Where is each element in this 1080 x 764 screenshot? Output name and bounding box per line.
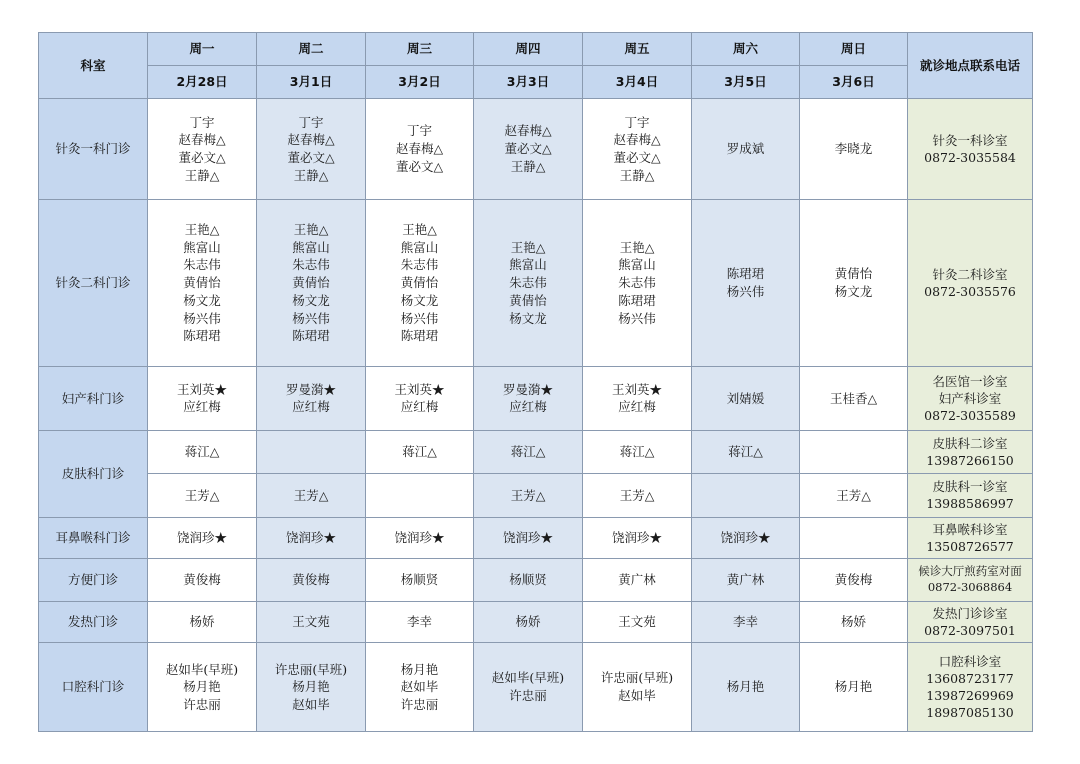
schedule-cell: 王艳△ 熊富山 朱志伟 黄倩怡 杨文龙 杨兴伟 陈珺珺 — [148, 200, 257, 367]
schedule-cell: 杨顺贤 — [474, 558, 583, 601]
table-row-dental — [39, 643, 1033, 732]
header-weekday: 周六 — [692, 33, 800, 66]
schedule-cell: 李幸 — [366, 602, 474, 643]
schedule-table — [38, 32, 1033, 732]
schedule-cell: 李幸 — [692, 602, 800, 643]
dept-cell: 针灸二科门诊 — [39, 200, 148, 367]
schedule-cell: 王艳△ 熊富山 朱志伟 陈珺珺 杨兴伟 — [583, 200, 692, 367]
header-weekday: 周二 — [257, 33, 366, 66]
schedule-cell: 王芳△ — [800, 474, 908, 517]
schedule-cell: 王文苑 — [583, 602, 692, 643]
schedule-cell: 黄俊梅 — [800, 558, 908, 601]
contact-cell: 针灸二科诊室 0872-3035576 — [908, 200, 1033, 367]
header-date: 3月2日 — [366, 66, 474, 99]
contact-cell: 皮肤科一诊室 13988586997 — [908, 474, 1033, 517]
schedule-cell: 杨月艳 — [800, 643, 908, 732]
schedule-cell: 刘婧媛 — [692, 367, 800, 431]
dept-cell: 口腔科门诊 — [39, 643, 148, 732]
contact-cell: 针灸一科诊室 0872-3035584 — [908, 99, 1033, 200]
schedule-cell: 王文苑 — [257, 602, 366, 643]
contact-cell: 发热门诊诊室 0872-3097501 — [908, 602, 1033, 643]
dept-cell: 发热门诊 — [39, 602, 148, 643]
schedule-cell: 王刘英★ 应红梅 — [366, 367, 474, 431]
schedule-cell: 王刘英★ 应红梅 — [583, 367, 692, 431]
schedule-cell: 王艳△ 熊富山 朱志伟 黄倩怡 杨文龙 杨兴伟 陈珺珺 — [366, 200, 474, 367]
schedule-cell — [800, 430, 908, 473]
schedule-cell — [800, 517, 908, 558]
header-weekday: 周一 — [148, 33, 257, 66]
header-date: 2月28日 — [148, 66, 257, 99]
header-weekday: 周日 — [800, 33, 908, 66]
schedule-cell: 杨娇 — [148, 602, 257, 643]
table-row-convenience — [39, 558, 1033, 601]
table-row-dermatology-a — [39, 430, 1033, 473]
dept-cell: 皮肤科门诊 — [39, 430, 148, 517]
schedule-cell: 蒋江△ — [474, 430, 583, 473]
header-contact: 就诊地点联系电话 — [908, 33, 1033, 99]
schedule-cell: 王芳△ — [148, 474, 257, 517]
table-row-gynecology — [39, 367, 1033, 431]
dept-cell: 耳鼻喉科门诊 — [39, 517, 148, 558]
dept-cell: 针灸一科门诊 — [39, 99, 148, 200]
schedule-cell: 李晓龙 — [800, 99, 908, 200]
schedule-cell: 丁宇 赵春梅△ 董必文△ 王静△ — [583, 99, 692, 200]
schedule-cell: 黄俊梅 — [148, 558, 257, 601]
table-row-acupuncture-1 — [39, 99, 1033, 200]
schedule-cell: 饶润珍★ — [366, 517, 474, 558]
schedule-cell: 饶润珍★ — [148, 517, 257, 558]
schedule-cell: 陈珺珺 杨兴伟 — [692, 200, 800, 367]
header-row-weekdays — [39, 33, 1033, 66]
schedule-cell: 赵春梅△ 董必文△ 王静△ — [474, 99, 583, 200]
schedule-cell: 丁宇 赵春梅△ 董必文△ 王静△ — [257, 99, 366, 200]
schedule-cell: 饶润珍★ — [474, 517, 583, 558]
header-date: 3月5日 — [692, 66, 800, 99]
schedule-cell: 王桂香△ — [800, 367, 908, 431]
schedule-cell: 饶润珍★ — [583, 517, 692, 558]
schedule-cell: 罗曼漪★ 应红梅 — [474, 367, 583, 431]
schedule-cell: 杨娇 — [800, 602, 908, 643]
header-date: 3月1日 — [257, 66, 366, 99]
header-date: 3月3日 — [474, 66, 583, 99]
schedule-cell: 杨月艳 赵如毕 许忠丽 — [366, 643, 474, 732]
schedule-cell: 黄广林 — [692, 558, 800, 601]
schedule-cell: 王芳△ — [583, 474, 692, 517]
schedule-cell: 饶润珍★ — [692, 517, 800, 558]
table-row-fever — [39, 602, 1033, 643]
header-dept: 科室 — [39, 33, 148, 99]
table-row-acupuncture-2 — [39, 200, 1033, 367]
table-row-dermatology-b — [39, 474, 1033, 517]
schedule-cell: 罗成斌 — [692, 99, 800, 200]
schedule-cell: 王艳△ 熊富山 朱志伟 黄倩怡 杨文龙 杨兴伟 陈珺珺 — [257, 200, 366, 367]
schedule-cell: 许忠丽(早班) 杨月艳 赵如毕 — [257, 643, 366, 732]
schedule-cell: 杨顺贤 — [366, 558, 474, 601]
schedule-cell: 罗曼漪★ 应红梅 — [257, 367, 366, 431]
header-weekday: 周三 — [366, 33, 474, 66]
header-weekday: 周五 — [583, 33, 692, 66]
contact-cell: 名医馆一诊室 妇产科诊室 0872-3035589 — [908, 367, 1033, 431]
schedule-cell: 王芳△ — [257, 474, 366, 517]
schedule-cell — [257, 430, 366, 473]
table-row-ent — [39, 517, 1033, 558]
schedule-cell: 黄俊梅 — [257, 558, 366, 601]
schedule-cell: 黄广林 — [583, 558, 692, 601]
schedule-cell: 王刘英★ 应红梅 — [148, 367, 257, 431]
schedule-cell: 杨娇 — [474, 602, 583, 643]
schedule-cell: 赵如毕(早班) 杨月艳 许忠丽 — [148, 643, 257, 732]
schedule-cell: 蒋江△ — [583, 430, 692, 473]
schedule-cell — [366, 474, 474, 517]
schedule-cell: 杨月艳 — [692, 643, 800, 732]
contact-cell: 耳鼻喉科诊室 13508726577 — [908, 517, 1033, 558]
contact-cell: 候诊大厅煎药室对面 0872-3068864 — [908, 558, 1033, 601]
contact-cell: 皮肤科二诊室 13987266150 — [908, 430, 1033, 473]
schedule-cell: 蒋江△ — [692, 430, 800, 473]
header-weekday: 周四 — [474, 33, 583, 66]
schedule-cell: 蒋江△ — [366, 430, 474, 473]
dept-cell: 方便门诊 — [39, 558, 148, 601]
schedule-cell: 许忠丽(早班) 赵如毕 — [583, 643, 692, 732]
schedule-cell: 丁宇 赵春梅△ 董必文△ 王静△ — [148, 99, 257, 200]
schedule-cell: 黄倩怡 杨文龙 — [800, 200, 908, 367]
schedule-cell: 蒋江△ — [148, 430, 257, 473]
schedule-cell — [692, 474, 800, 517]
schedule-cell: 丁宇 赵春梅△ 董必文△ — [366, 99, 474, 200]
header-row-dates — [39, 66, 1033, 99]
dept-cell: 妇产科门诊 — [39, 367, 148, 431]
schedule-cell: 赵如毕(早班) 许忠丽 — [474, 643, 583, 732]
contact-cell: 口腔科诊室 13608723177 13987269969 18987085130 — [908, 643, 1033, 732]
schedule-cell: 王艳△ 熊富山 朱志伟 黄倩怡 杨文龙 — [474, 200, 583, 367]
header-date: 3月4日 — [583, 66, 692, 99]
header-date: 3月6日 — [800, 66, 908, 99]
schedule-cell: 王芳△ — [474, 474, 583, 517]
schedule-cell: 饶润珍★ — [257, 517, 366, 558]
